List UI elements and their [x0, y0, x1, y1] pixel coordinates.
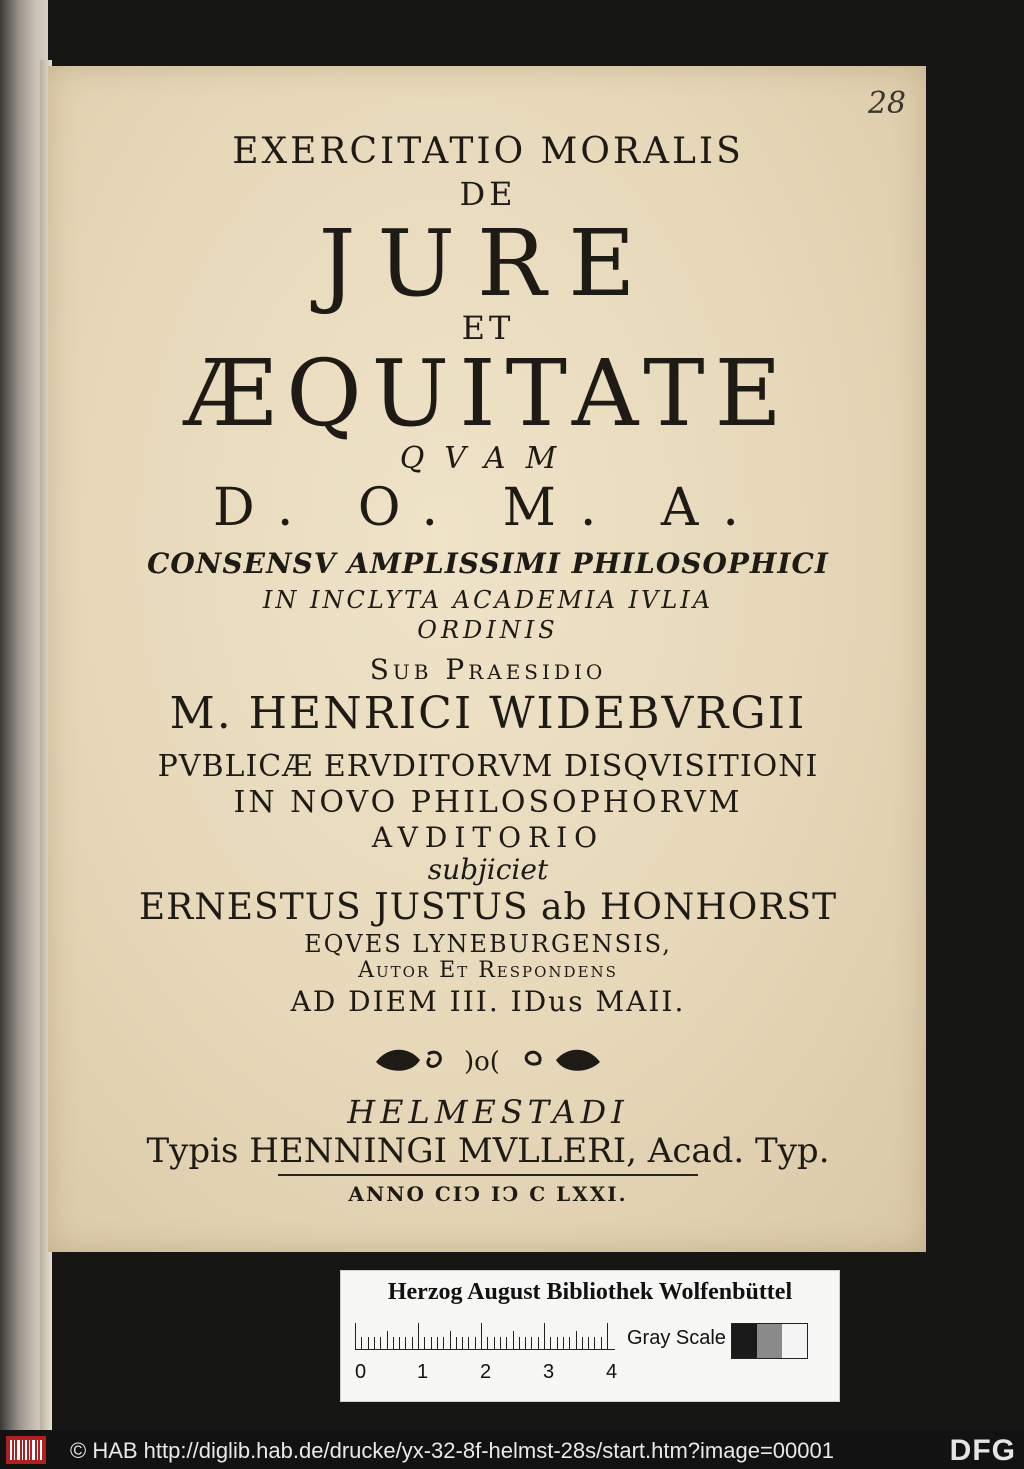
- ruler-tick: [361, 1337, 362, 1349]
- ruler-tick: [544, 1323, 545, 1349]
- svg-text:)o(: )o(: [464, 1047, 500, 1077]
- ruler-tick: [387, 1331, 388, 1349]
- ruler-tick: [550, 1337, 551, 1349]
- ruler-tick: [582, 1337, 583, 1349]
- ruler-tick: [569, 1337, 570, 1349]
- copyright-url[interactable]: © HAB http://diglib.hab.de/drucke/yx-32-8f-helmst-28s/start.htm?image=00001: [70, 1438, 834, 1463]
- ruler-tick: [513, 1331, 514, 1349]
- title-line-5: ÆQUITATE: [184, 340, 792, 447]
- title-line-12: M. HENRICI WIDEBVRGII: [169, 688, 807, 739]
- title-line-18: EQVES LYNEBURGENSIS,: [304, 930, 672, 958]
- ruler-tick: [506, 1337, 507, 1349]
- ruler-number: 3: [543, 1361, 555, 1383]
- ruler-tick: [443, 1337, 444, 1349]
- ruler-tick: [418, 1323, 419, 1349]
- title-line-21: HELMESTADI: [347, 1093, 629, 1131]
- ruler-tick: [475, 1337, 476, 1349]
- title-line-13: PVBLICÆ ERVDITORVM DISQVISITIONI: [157, 749, 819, 784]
- ruler-tick: [456, 1337, 457, 1349]
- ruler-number: 0: [355, 1361, 367, 1383]
- title-line-2: DE: [459, 175, 517, 213]
- ruler-tick: [393, 1337, 394, 1349]
- title-line-3: JURE: [318, 210, 658, 317]
- ruler-tick: [494, 1337, 495, 1349]
- ruler-tick: [462, 1337, 463, 1349]
- gray-scale-swatches: [731, 1323, 808, 1359]
- title-line-6: QVAM: [399, 441, 577, 476]
- title-line-14: IN NOVO PHILOSOPHORVM: [233, 785, 743, 820]
- ruler-number: 1: [417, 1361, 429, 1383]
- ruler-tick: [368, 1337, 369, 1349]
- gray-scale-label: Gray Scale: [627, 1327, 726, 1349]
- ruler-tick: [399, 1337, 400, 1349]
- imprint-rule: [278, 1174, 698, 1176]
- ruler-tick: [563, 1337, 564, 1349]
- title-line-8: CONSENSV AMPLISSIMI PHILOSOPHICI: [147, 547, 829, 580]
- title-line-19: Autor Et Respondens: [358, 958, 618, 983]
- ruler-tick: [594, 1337, 595, 1349]
- title-line-15: AVDITORIO: [371, 821, 605, 854]
- ruler-tick: [405, 1337, 406, 1349]
- viewer-footer: [0, 1430, 1024, 1469]
- library-color-card: [340, 1270, 840, 1402]
- ruler-number: 2: [480, 1361, 492, 1383]
- barcode-icon: [6, 1436, 46, 1464]
- ruler-tick: [601, 1337, 602, 1349]
- ruler-tick: [374, 1337, 375, 1349]
- ruler-tick: [576, 1331, 577, 1349]
- ruler-tick: [588, 1337, 589, 1349]
- ruler-tick: [500, 1337, 501, 1349]
- page-number: 28: [867, 86, 906, 121]
- gray-swatch: [757, 1324, 782, 1358]
- title-line-7: D. O. M. A.: [213, 478, 763, 538]
- title-text-block: [88, 106, 888, 1204]
- ruler-tick: [450, 1331, 451, 1349]
- title-line-9: IN INCLYTA ACADEMIA IVLIA: [262, 586, 714, 614]
- title-line-11: Sub Praesidio: [369, 653, 607, 686]
- ruler-tick: [538, 1337, 539, 1349]
- ruler-tick: [424, 1337, 425, 1349]
- ruler-tick: [607, 1323, 608, 1349]
- title-line-22: Typis HENNINGI MVLLERI, Acad. Typ.: [146, 1131, 830, 1171]
- ruler-tick: [531, 1337, 532, 1349]
- scale-ruler: [355, 1323, 615, 1350]
- ruler-tick: [412, 1337, 413, 1349]
- ruler-tick: [431, 1337, 432, 1349]
- title-line-23: ANNO CIϽ IϽ C LXXI.: [348, 1182, 628, 1206]
- ruler-tick: [437, 1337, 438, 1349]
- title-page: [48, 66, 926, 1252]
- ruler-tick: [487, 1337, 488, 1349]
- title-line-17: ERNESTUS JUSTUS ab HONHORST: [138, 887, 838, 928]
- ruler-tick: [519, 1337, 520, 1349]
- dfg-logo: DFG: [949, 1434, 1016, 1467]
- title-line-4: ET: [461, 309, 515, 347]
- printers-ornament-icon: [368, 1044, 608, 1078]
- ruler-tick: [355, 1323, 356, 1349]
- title-line-16: subjiciet: [427, 853, 549, 886]
- gray-swatch: [732, 1324, 757, 1358]
- card-title: Herzog August Bibliothek Wolfenbüttel: [387, 1279, 793, 1305]
- ruler-numbers: [355, 1361, 635, 1387]
- ruler-tick: [557, 1337, 558, 1349]
- ruler-tick: [380, 1337, 381, 1349]
- gray-swatch: [782, 1324, 807, 1358]
- title-line-20: AD DIEM III. IDus MAII.: [290, 985, 686, 1018]
- title-line-1: EXERCITATIO MORALIS: [232, 131, 744, 172]
- ruler-tick: [525, 1337, 526, 1349]
- ruler-tick: [481, 1323, 482, 1349]
- ruler-number: 4: [606, 1361, 618, 1383]
- title-line-10: ORDINIS: [417, 616, 559, 644]
- ruler-tick: [468, 1337, 469, 1349]
